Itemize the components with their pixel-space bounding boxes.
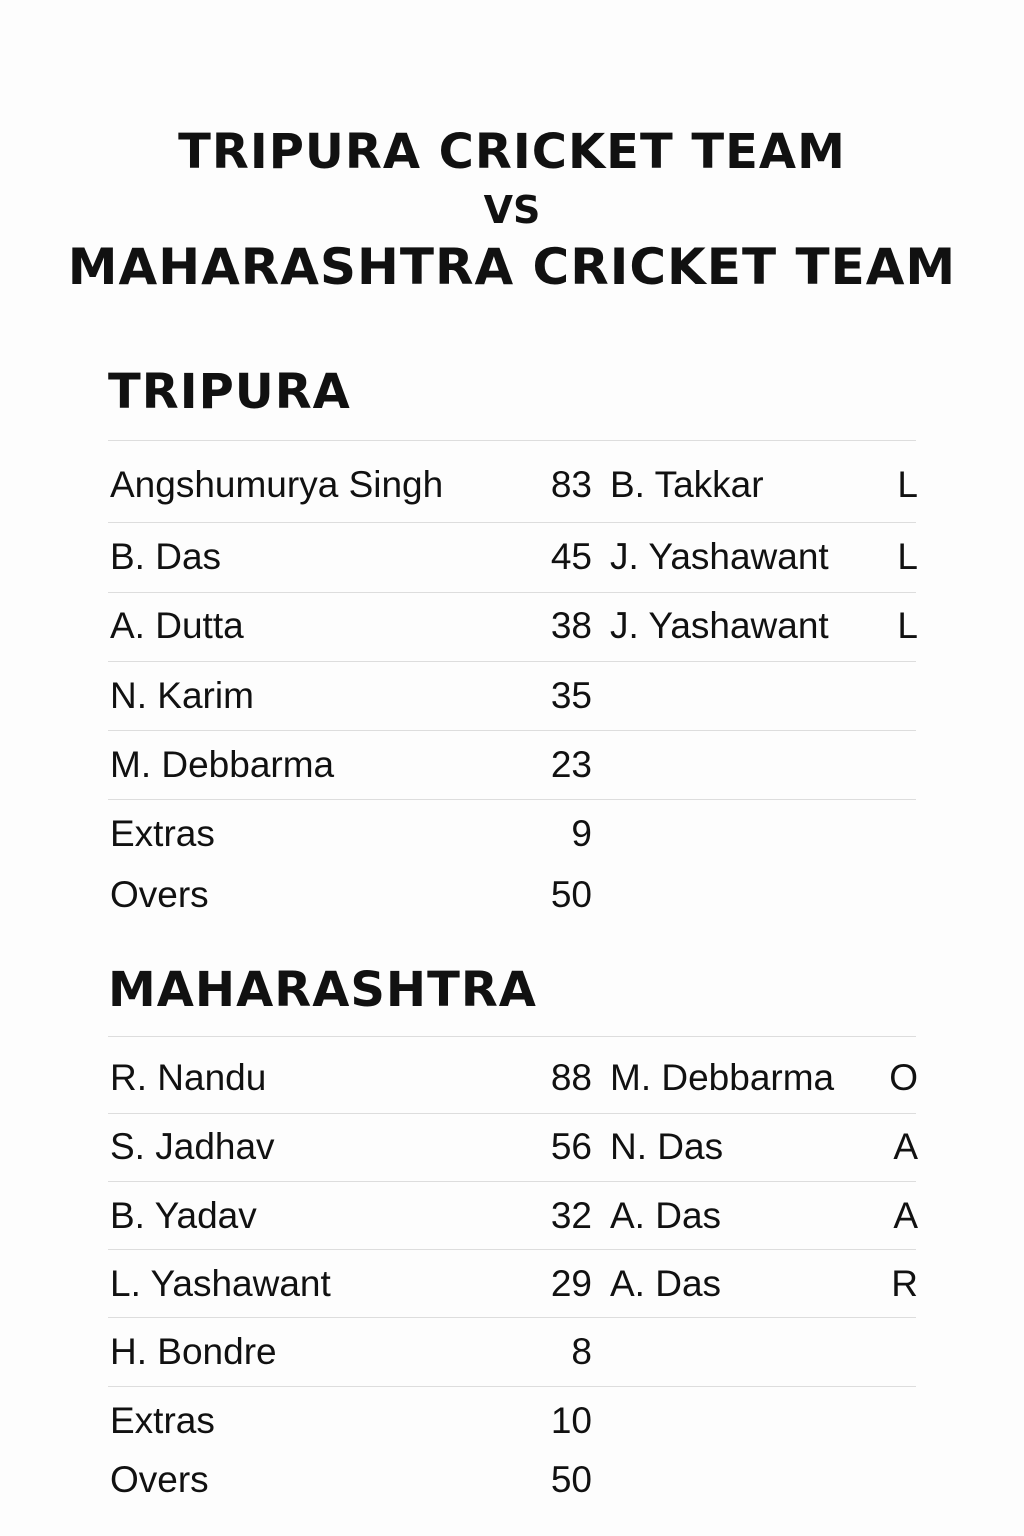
batter-runs: 29 (550, 1263, 592, 1304)
divider (108, 1386, 916, 1387)
overs-value: 50 (550, 874, 592, 915)
dismissal-bowler (610, 674, 860, 718)
divider (108, 730, 916, 731)
match-title-home-team: TRIPURA CRICKET TEAM (178, 124, 846, 180)
batter-name: S. Jadhav (110, 1126, 275, 1167)
divider (108, 1036, 916, 1037)
dismissal-type: R (891, 1263, 918, 1304)
batter-runs: 83 (550, 464, 592, 505)
dismissal-bowler: M. Debbarma (610, 1057, 835, 1098)
divider (108, 440, 916, 441)
divider (108, 661, 916, 662)
divider (108, 799, 916, 800)
dismissal-bowler (610, 1330, 860, 1374)
batter-name: L. Yashawant (110, 1263, 331, 1304)
divider (108, 1317, 916, 1318)
batter-runs: 8 (571, 1331, 592, 1372)
dismissal-bowler: A. Das (610, 1195, 722, 1236)
batter-name: B. Das (110, 536, 222, 577)
dismissal-type (870, 1330, 918, 1374)
extras-label: Extras (110, 1400, 215, 1441)
batter-runs: 35 (550, 675, 592, 716)
divider (108, 522, 916, 523)
batter-name: A. Dutta (110, 605, 244, 646)
dismissal-bowler: N. Das (610, 1126, 724, 1167)
dismissal-type: A (893, 1195, 918, 1236)
extras-label: Extras (110, 813, 215, 854)
match-title-away-team: MAHARASHTRA CRICKET TEAM (67, 238, 957, 296)
extras-value: 9 (571, 813, 592, 854)
batter-name: R. Nandu (110, 1057, 267, 1098)
dismissal-type (870, 743, 918, 787)
batter-runs: 88 (550, 1057, 592, 1098)
dismissal-type: L (897, 536, 918, 577)
match-title-vs: VS (483, 188, 541, 232)
batter-runs: 32 (550, 1195, 592, 1236)
batter-name: B. Yadav (110, 1195, 257, 1236)
overs-label: Overs (110, 874, 209, 915)
dismissal-type: O (889, 1057, 918, 1098)
batter-runs: 23 (550, 744, 592, 785)
extras-value: 10 (550, 1400, 592, 1441)
divider (108, 1181, 916, 1182)
dismissal-type: A (893, 1126, 918, 1167)
dismissal-type: L (897, 464, 918, 505)
dismissal-type (870, 674, 918, 718)
divider (108, 1249, 916, 1250)
divider (108, 1113, 916, 1114)
batter-name: H. Bondre (110, 1331, 277, 1372)
batter-name: M. Debbarma (110, 744, 335, 785)
dismissal-bowler: A. Das (610, 1263, 722, 1304)
batter-runs: 45 (550, 536, 592, 577)
batter-runs: 56 (550, 1126, 592, 1167)
overs-value: 50 (550, 1459, 592, 1500)
dismissal-bowler: B. Takkar (610, 464, 764, 505)
batter-name: N. Karim (110, 675, 254, 716)
dismissal-type: L (897, 605, 918, 646)
dismissal-bowler: J. Yashawant (610, 536, 829, 577)
overs-label: Overs (110, 1459, 209, 1500)
dismissal-bowler (610, 743, 860, 787)
batter-name: Angshumurya Singh (110, 464, 444, 505)
maharashtra-section-heading: MAHARASHTRA (108, 962, 537, 1018)
tripura-section-heading: TRIPURA (108, 364, 351, 420)
batter-runs: 38 (550, 605, 592, 646)
divider (108, 592, 916, 593)
dismissal-bowler: J. Yashawant (610, 605, 829, 646)
